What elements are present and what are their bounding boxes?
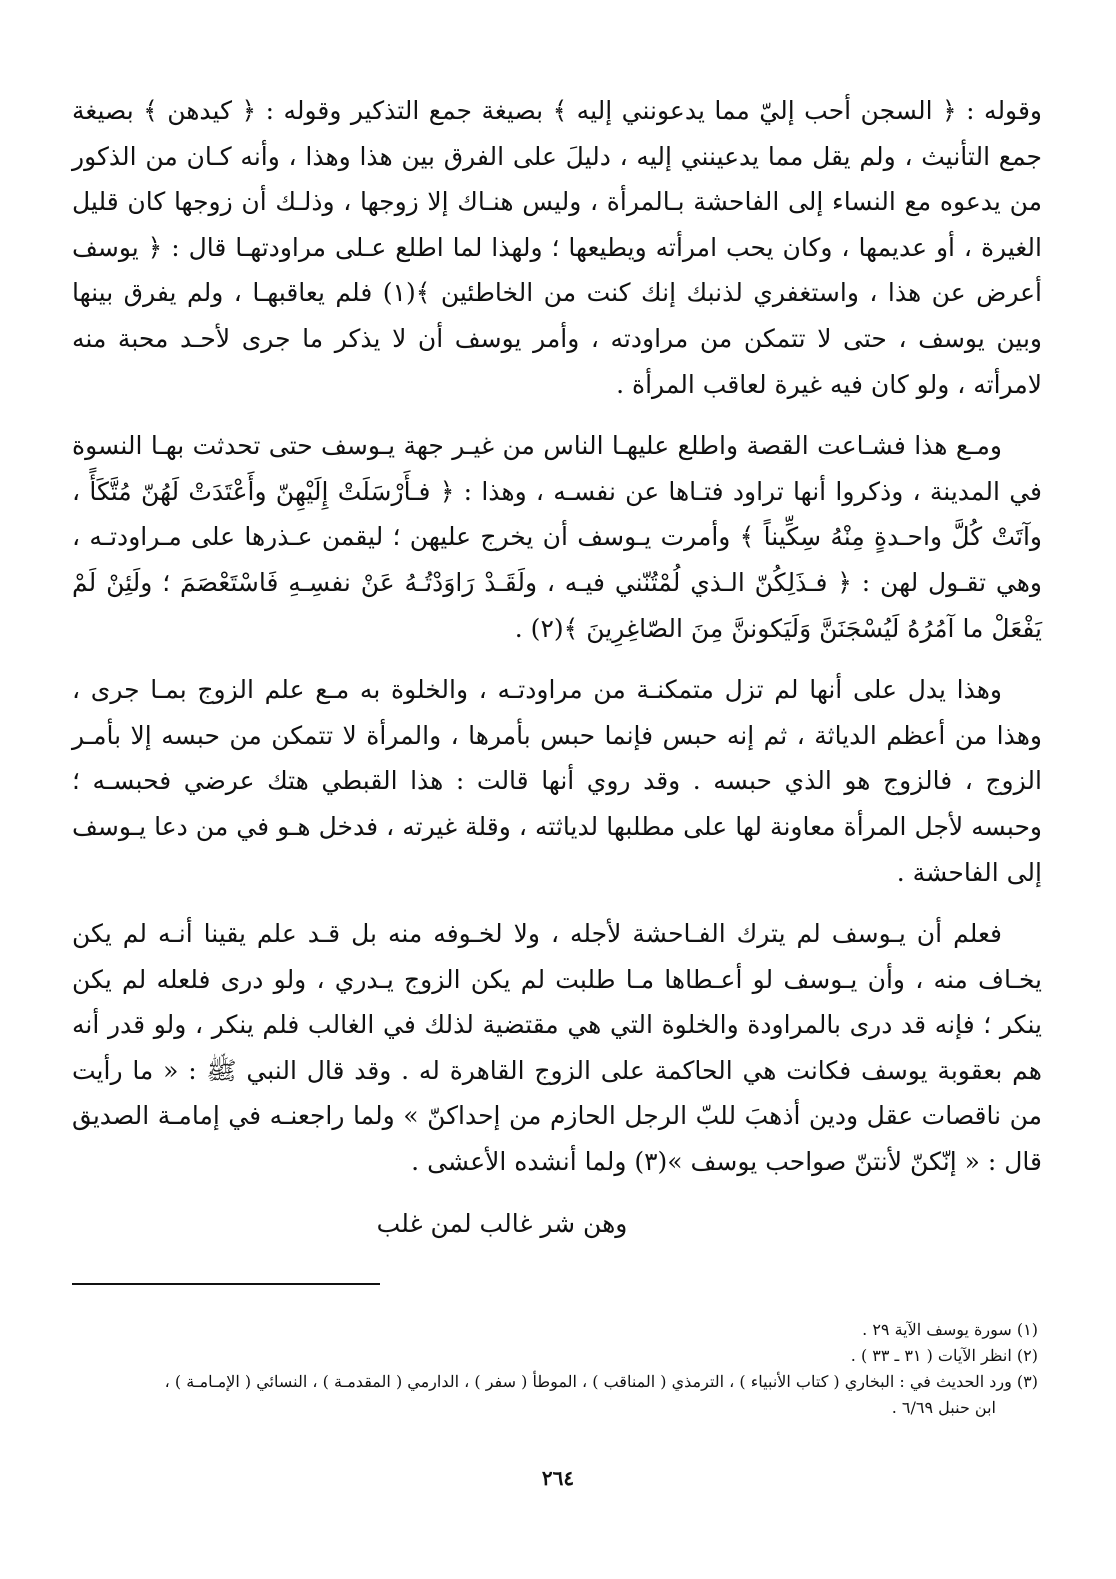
paragraph-3: وهذا يدل على أنها لم تزل متمكنـة من مراودتـه ، والخلوة به مـع علم الزوج بمـا جرى ، وهذا من أعظم الدياثة ، ثم إنه حبس فإنما حبس بأمرها ، والمرأة لا تتمكن من حبسه إلا بأمـر الزوج ، فالزوج هو الذي حبسه . وقد روي أنها قالت : هذا القبطي هتك عرضي فحبسـه ؛ وحبسه لأجل المرأة معاونة لها على مطلبها لدياثته ، وقلة غيرته ، فدخل هـو في من دعا يـوسف إلى الفاحشة . [72,675,1042,887]
paragraph-4: فعلم أن يـوسف لم يترك الفـاحشة لأجله ، ولا لخـوفه منه بل قـد علم يقينا أنـه لم يكن يخـاف منه ، وأن يـوسف لو أعـطاها مـا طلبت لم يكن الزوج يـدري ، ولو درى فلعله لم يكن ينكر ؛ فإنه قد درى بالمراودة والخلوة التي هي مقتضية لذلك في الغالب فلم ينكر ، ولو قدر أنه هم بعقوبة يوسف فكانت هي الحاكمة على الزوج القاهرة له . وقد قال النبي ﷺ : « ما رأيت من ناقصات عقل ودين أذهبَ للبّ الرجل الحازم من إحداكنّ » ولما راجعنـه في إمامـة الصديق قال : « إنّكنّ لأنتنّ صواحب يوسف »(٣) ولما أنشده الأعشى . [72,919,1042,1177]
paragraph-2: ومـع هذا فشـاعت القصة واطلع عليهـا الناس من غيـر جهة يـوسف حتى تحدثت بهـا النسوة في المدينة ، وذكروا أنها تراود فتـاها عن نفسـه ، وهذا : ﴿ فـأَرْسَلَتْ إِلَيْهِنّ وأَعْتَدَتْ لَهُنّ مُتَّكَأً ، وآتَتْ كُلَّ واحـدةٍ مِنْهُ سِكِّيناً ﴾ وأمرت يـوسف أن يخرج عليهن ؛ ليقمن عـذرها على مـراودتـه ، وهي تقـول لهن : ﴿ فـذَلِكُنّ الـذي لُمْتُنّني فيـه ، ولَقَـدْ رَاوَدْتُـهُ عَنْ نفسِـهِ فَاسْتَعْصَمَ ؛ ولَئِنْ لَمْ يَفْعَلْ ما آمُرُهُ لَيُسْجَنَنَّ وَلَيَكوننَّ مِنَ الصّاغِرِينَ ﴾(٢) . [72,431,1042,643]
paragraph-1: وقوله : ﴿ السجن أحب إليّ مما يدعونني إليه ﴾ بصيغة جمع التذكير وقوله : ﴿ كيدهن ﴾ بصيغة جمع التأنيث ، ولم يقل مما يدعينني إليه ، دليلَ على الفرق بين هذا وهذا ، وأنه كـان من الذكور من يدعوه مع النساء إلى الفاحشة بـالمرأة ، وليس هنـاك إلا زوجها ، وذلـك أن زوجها كان قليل الغيرة ، أو عديمها ، وكان يحب امرأته ويطيعها ؛ ولهذا لما اطلع عـلى مراودتهـا قال : ﴿ يوسف أعرض عن هذا ، واستغفري لذنبك إنك كنت من الخاطئين ﴾(١) فلم يعاقبهـا ، ولم يفرق بينها وبين يوسف ، حتى لا تتمكن من مراودته ، وأمر يوسف أن لا يذكر ما جرى لأحـد محبة منه لامرأته ، ولو كان فيه غيرة لعاقب المرأة . [72,96,1042,399]
footnote-2: (٢) انظر الآيات ( ٣١ ـ ٣٣ ) . [850,1346,1038,1365]
page-body [72,88,1042,1246]
poetry-verse: وهن شر غالب لمن غلب [376,1208,628,1238]
page-number: ٢٦٤ [541,1466,575,1490]
footnote-3: (٣) ورد الحديث في : البخاري ( كتاب الأنبياء ) ، الترمذي ( المناقب ) ، الموطأ ( سفر ) ، الدارمي ( المقدمـة ) ، النسائي ( الإمـامـة ) ، [164,1372,1038,1391]
footnotes [72,1318,1038,1420]
footnote-3-continuation: ابن حنبل ٦/٦٩ . [891,1398,996,1417]
footnote-divider [72,1283,380,1285]
footnote-1: (١) سورة يوسف الآية ٢٩ . [862,1320,1038,1339]
